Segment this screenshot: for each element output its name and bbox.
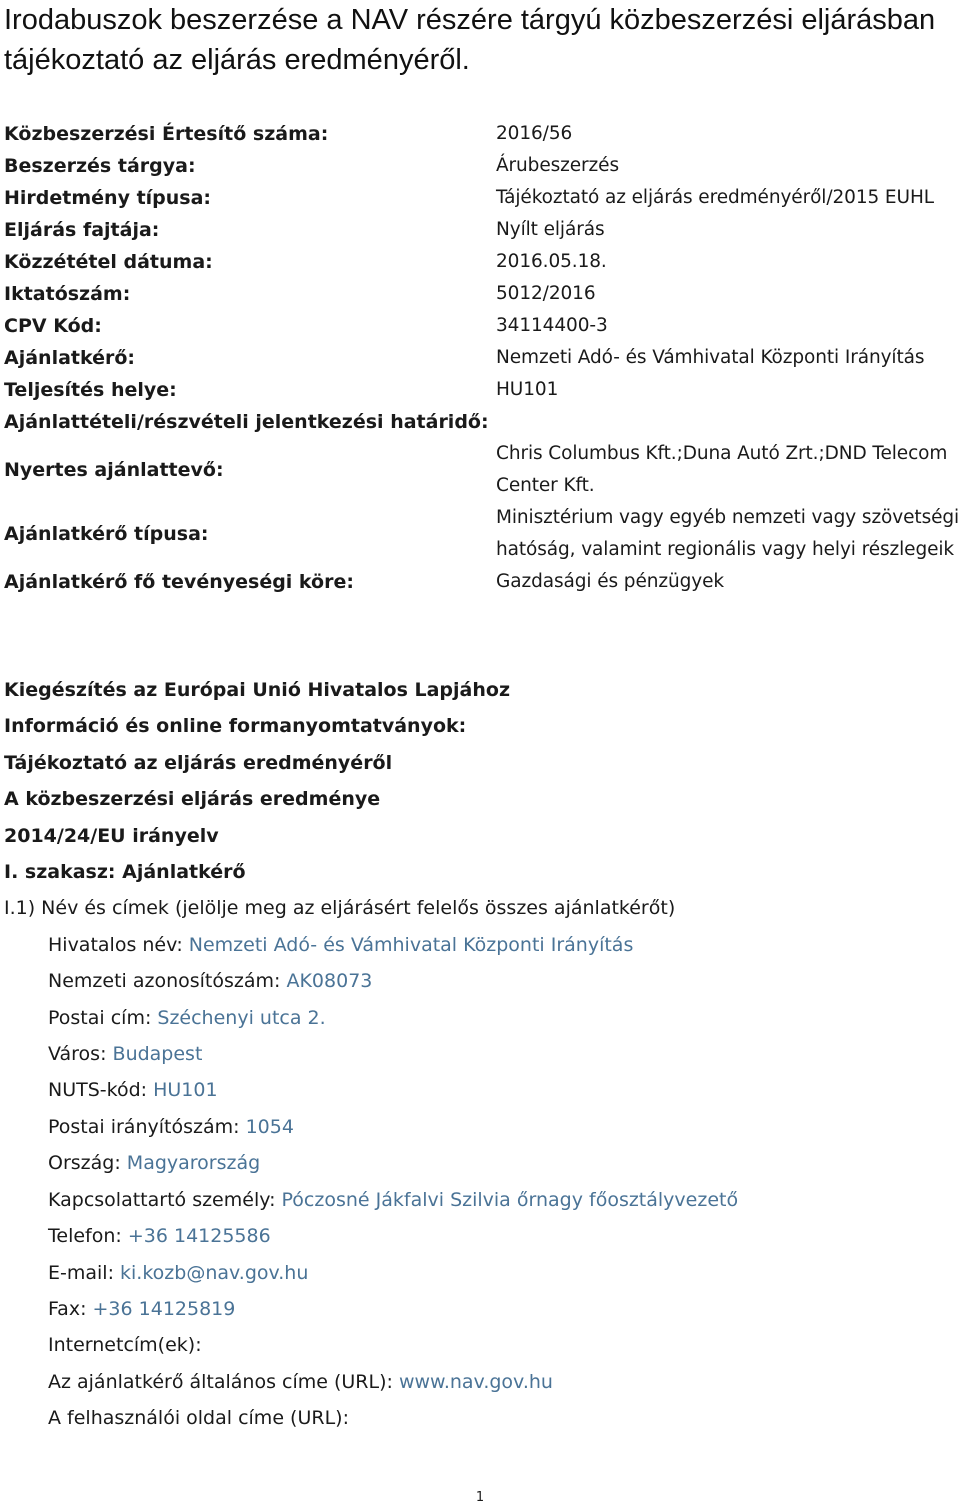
meta-row-kozzetetel-datuma: [4, 246, 960, 278]
detail-nuts-kod: [4, 1072, 954, 1108]
meta-row-iktatoszam: [4, 278, 960, 310]
meta-value: Minisztérium vagy egyéb nemzeti vagy szövetségi hatóság, valamint regionális vagy helyi részlegeik: [496, 507, 960, 560]
heading-tajekoztato: Tájékoztató az eljárás eredményéről: [4, 751, 393, 774]
subsection-nev-es-cimek: I.1) Név és címek (jelölje meg az eljárásért felelős összes ajánlatkérőt): [4, 897, 676, 920]
detail-value: Póczosné Jákfalvi Szilvia őrnagy főosztályvezető: [281, 1188, 739, 1211]
detail-label: Az ajánlatkérő általános címe (URL):: [48, 1370, 399, 1393]
meta-value: Tájékoztató az eljárás eredményéről/2015 EUHL: [496, 187, 934, 208]
heading-informacio: Információ és online formanyomtatványok:: [4, 715, 467, 738]
detail-label: Telefon:: [48, 1225, 128, 1248]
detail-altalanos-cim: [4, 1364, 954, 1400]
meta-label: Beszerzés tárgya:: [4, 155, 196, 177]
detail-value: +36 14125586: [127, 1225, 271, 1248]
meta-row-cpv-kod: [4, 310, 960, 342]
detail-label: Postai cím:: [48, 1006, 158, 1029]
meta-value: Chris Columbus Kft.;Duna Autó Zrt.;DND Telecom Center Kft.: [496, 443, 948, 496]
heading-kiegeszites: Kiegészítés az Európai Unió Hivatalos Lapjához: [4, 679, 511, 701]
meta-label: Közbeszerzési Értesítő száma:: [4, 123, 329, 145]
meta-label: Közzététel dátuma:: [4, 251, 213, 273]
meta-label: Iktatószám:: [4, 283, 131, 305]
meta-label: Eljárás fajtája:: [4, 219, 160, 241]
heading-eljaras-eredmenye: A közbeszerzési eljárás eredménye: [4, 788, 381, 811]
notice-body: [4, 672, 954, 1437]
meta-row-teljesites-helye: [4, 374, 960, 406]
detail-hivatalos-nev: [4, 927, 954, 963]
meta-row-ajanlatkero-tipusa: [4, 502, 960, 566]
email-link[interactable]: ki.kozb@nav.gov.hu: [120, 1261, 309, 1284]
meta-row-eljaras-fajtaja: [4, 214, 960, 246]
detail-label: Ország:: [48, 1152, 127, 1175]
detail-label: Kapcsolattartó személy:: [48, 1188, 282, 1211]
meta-row-hirdetmeny-tipusa: [4, 182, 960, 214]
detail-label: Postai irányítószám:: [48, 1115, 246, 1138]
detail-internetcim: [4, 1327, 954, 1363]
meta-value: Nemzeti Adó- és Vámhivatal Központi Irányítás: [496, 347, 925, 368]
notice-metadata-table: [4, 118, 960, 598]
detail-value: Magyarország: [126, 1152, 261, 1175]
meta-value: 5012/2016: [496, 283, 596, 304]
detail-label: Internetcím(ek):: [48, 1334, 202, 1357]
meta-label: Teljesítés helye:: [4, 379, 177, 401]
detail-value: 1054: [245, 1115, 294, 1138]
meta-row-beszerzes-targya: [4, 150, 960, 182]
detail-azonositoszam: [4, 963, 954, 999]
detail-orszag: [4, 1145, 954, 1181]
meta-row-ertesito: [4, 118, 960, 150]
detail-value: Budapest: [112, 1043, 203, 1066]
detail-fax: [4, 1291, 954, 1327]
detail-email: [4, 1255, 954, 1291]
meta-row-ajanlatkero: [4, 342, 960, 374]
meta-label: Ajánlattételi/részvételi jelentkezési határidő:: [4, 411, 489, 433]
meta-label: Nyertes ajánlattevő:: [4, 459, 224, 481]
detail-value: Széchenyi utca 2.: [157, 1006, 326, 1029]
detail-value: +36 14125819: [92, 1297, 236, 1320]
meta-row-hatarido: [4, 406, 960, 438]
meta-label: Ajánlatkérő:: [4, 347, 136, 369]
detail-label: Nemzeti azonosítószám:: [48, 970, 287, 993]
detail-felhasznaloi-oldal: [4, 1400, 954, 1436]
detail-label: NUTS-kód:: [48, 1079, 154, 1102]
detail-varos: [4, 1036, 954, 1072]
meta-label: Ajánlatkérő fő tevényeségi köre:: [4, 571, 354, 593]
meta-value: Árubeszerzés: [496, 155, 619, 176]
website-link[interactable]: www.nav.gov.hu: [398, 1370, 553, 1393]
meta-row-tevekenysegi-kor: [4, 566, 960, 598]
page-number: 1: [475, 1490, 485, 1505]
detail-label: Hivatalos név:: [48, 933, 189, 956]
detail-value: AK08073: [286, 970, 373, 993]
meta-label: Ajánlatkérő típusa:: [4, 523, 209, 545]
detail-label: Fax:: [48, 1297, 93, 1320]
meta-row-nyertes-ajanlattevo: [4, 438, 960, 502]
meta-value: [496, 406, 960, 438]
meta-value: HU101: [496, 379, 559, 400]
heading-szakasz-ajanlatkero: I. szakasz: Ajánlatkérő: [4, 861, 246, 884]
page-title: Irodabuszok beszerzése a NAV részére tárgyú közbeszerzési eljárásban tájékoztató az eljárás eredményéről.: [4, 4, 936, 76]
detail-kapcsolattarto: [4, 1182, 954, 1218]
detail-postai-cim: [4, 1000, 954, 1036]
meta-label: CPV Kód:: [4, 315, 102, 337]
meta-label: Hirdetmény típusa:: [4, 187, 212, 209]
heading-iranyelv: 2014/24/EU irányelv: [4, 824, 219, 847]
meta-value: Nyílt eljárás: [496, 219, 605, 240]
detail-telefon: [4, 1218, 954, 1254]
meta-value: 2016/56: [496, 123, 573, 144]
detail-value: HU101: [153, 1079, 218, 1102]
detail-label: A felhasználói oldal címe (URL):: [48, 1407, 349, 1430]
meta-value: 34114400-3: [496, 315, 608, 336]
detail-value: Nemzeti Adó- és Vámhivatal Központi Irányítás: [188, 933, 634, 956]
meta-value: Gazdasági és pénzügyek: [496, 571, 724, 592]
meta-value: 2016.05.18.: [496, 251, 607, 272]
detail-label: E-mail:: [48, 1261, 121, 1284]
detail-label: Város:: [48, 1043, 113, 1066]
detail-iranyitoszam: [4, 1109, 954, 1145]
